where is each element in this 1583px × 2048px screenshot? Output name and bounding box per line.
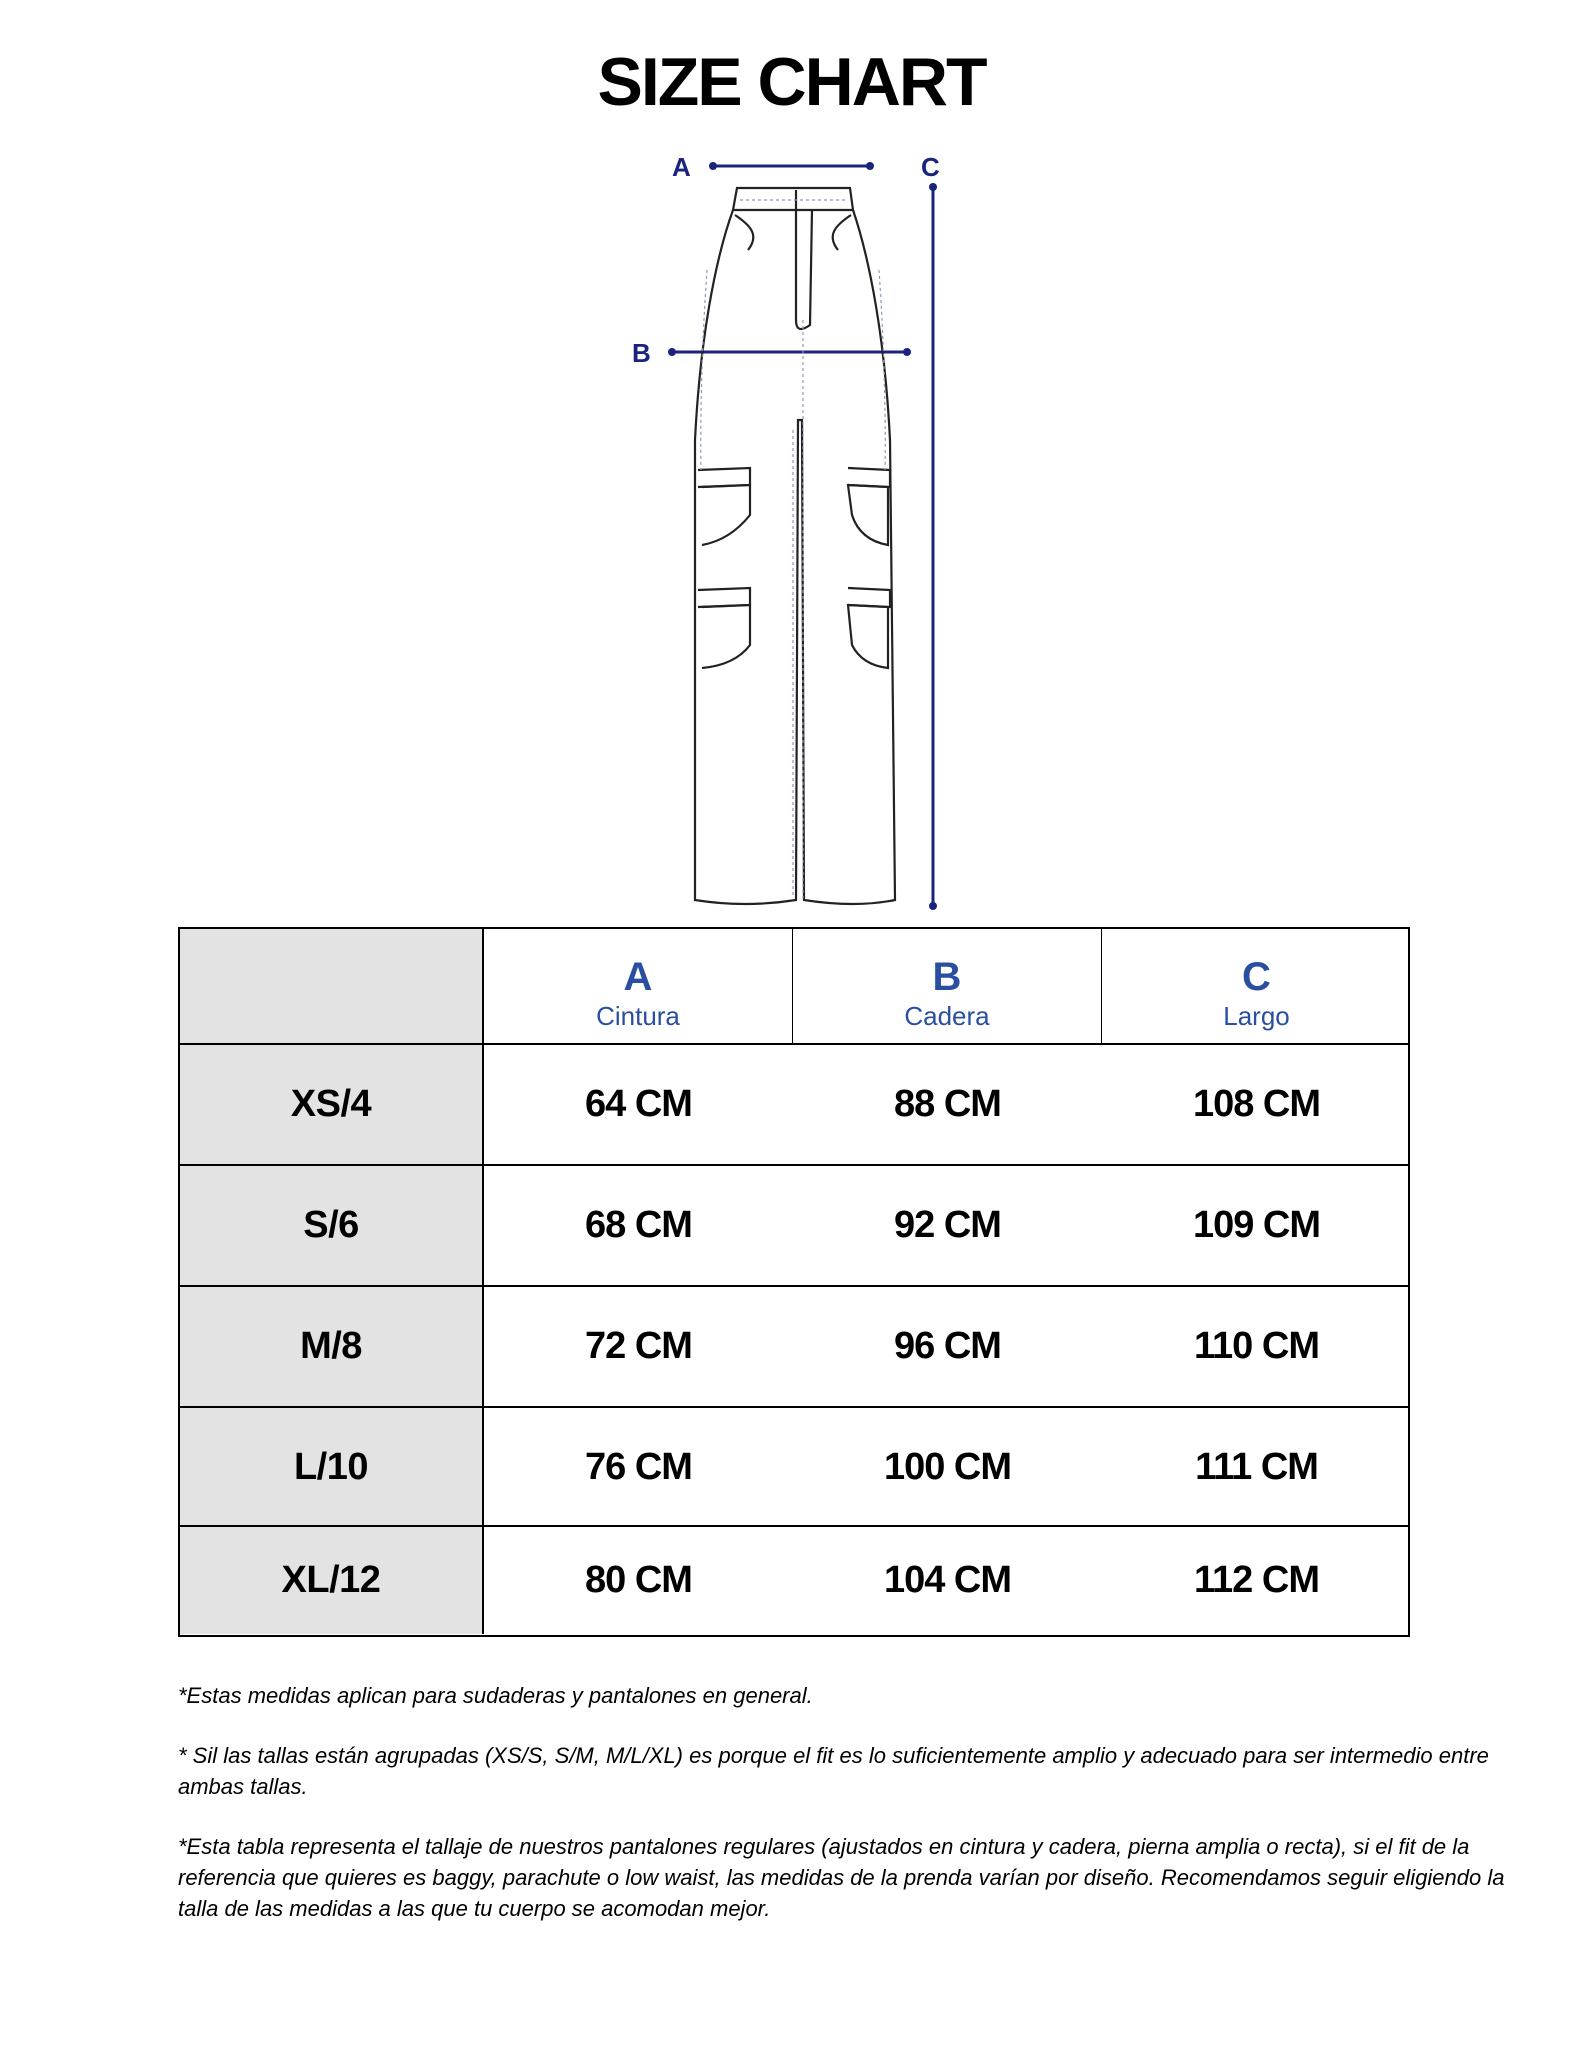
- measure-c-dot-top: [929, 183, 937, 191]
- size-label: XL/12: [180, 1527, 484, 1634]
- column-b-letter: B: [932, 955, 962, 999]
- column-c-name: Largo: [1223, 1001, 1290, 1031]
- size-label: XS/4: [180, 1045, 484, 1164]
- column-c-letter: C: [1242, 955, 1271, 999]
- column-b-name: Cadera: [904, 1001, 990, 1031]
- measure-a-dot-right: [866, 162, 874, 170]
- table-corner-cell: [180, 929, 484, 1043]
- table-row: [180, 1045, 1408, 1164]
- cell-largo: 111 CM: [1195, 1446, 1318, 1488]
- column-header-b: [793, 929, 1102, 1043]
- size-label: M/8: [180, 1287, 484, 1406]
- table-row: [180, 1408, 1408, 1527]
- pants-stitching: [701, 200, 886, 898]
- pants-diagram: [600, 140, 960, 920]
- cell-cintura: 76 CM: [585, 1446, 692, 1488]
- cell-cadera: 88 CM: [894, 1083, 1001, 1125]
- size-label: L/10: [180, 1408, 484, 1527]
- footnotes: [178, 1680, 1528, 1953]
- cell-largo: 112 CM: [1194, 1559, 1319, 1601]
- table-header-row: [180, 929, 1408, 1045]
- measure-a-dot-left: [709, 162, 717, 170]
- column-a-name: Cintura: [596, 1001, 680, 1031]
- size-label: S/6: [180, 1166, 484, 1285]
- page-title: SIZE CHART: [597, 44, 986, 120]
- cell-cintura: 64 CM: [585, 1083, 692, 1125]
- cell-cintura: 72 CM: [585, 1325, 692, 1367]
- table-row: [180, 1287, 1408, 1406]
- measure-c-dot-bottom: [929, 902, 937, 910]
- table-row: [180, 1166, 1408, 1285]
- footnote-general: *Estas medidas aplican para sudaderas y pantalones en general.: [178, 1683, 813, 1708]
- measure-a-label: A: [672, 152, 691, 182]
- footnote-fit: *Esta tabla representa el tallaje de nuestros pantalones regulares (ajustados en cintura y cadera, pierna amplia o recta), si el fit de la referencia que quieres es baggy, parachute o low waist, las medidas de la prenda varían por diseño. Recomendamos seguir eligiendo la talla de las medidas a las que tu cuerpo se acomodan mejor.: [178, 1834, 1505, 1921]
- cell-cadera: 96 CM: [894, 1325, 1001, 1367]
- measure-b-dot-left: [668, 348, 676, 356]
- measure-b-label: B: [632, 338, 651, 368]
- footnote-grouped-sizes: * Sil las tallas están agrupadas (XS/S, S/M, M/L/XL) es porque el fit es lo suficientemente amplio y adecuado para ser intermedio entre ambas tallas.: [178, 1743, 1489, 1799]
- measure-c-label: C: [921, 152, 940, 182]
- size-table: [178, 927, 1410, 1637]
- cell-cintura: 68 CM: [585, 1204, 692, 1246]
- column-a-letter: A: [623, 955, 653, 999]
- cell-cadera: 100 CM: [883, 1446, 1012, 1488]
- cell-cintura: 80 CM: [585, 1559, 692, 1601]
- table-row: [180, 1527, 1408, 1634]
- pants-illustration: [600, 140, 960, 920]
- cell-largo: 110 CM: [1194, 1325, 1319, 1367]
- pants-outline: [695, 188, 895, 904]
- measure-b-dot-right: [903, 348, 911, 356]
- cell-largo: 108 CM: [1192, 1083, 1321, 1125]
- cell-largo: 109 CM: [1192, 1204, 1321, 1246]
- column-header-a: [484, 929, 793, 1043]
- column-header-c: [1102, 929, 1411, 1043]
- cell-cadera: 92 CM: [894, 1204, 1001, 1246]
- cell-cadera: 104 CM: [883, 1559, 1012, 1601]
